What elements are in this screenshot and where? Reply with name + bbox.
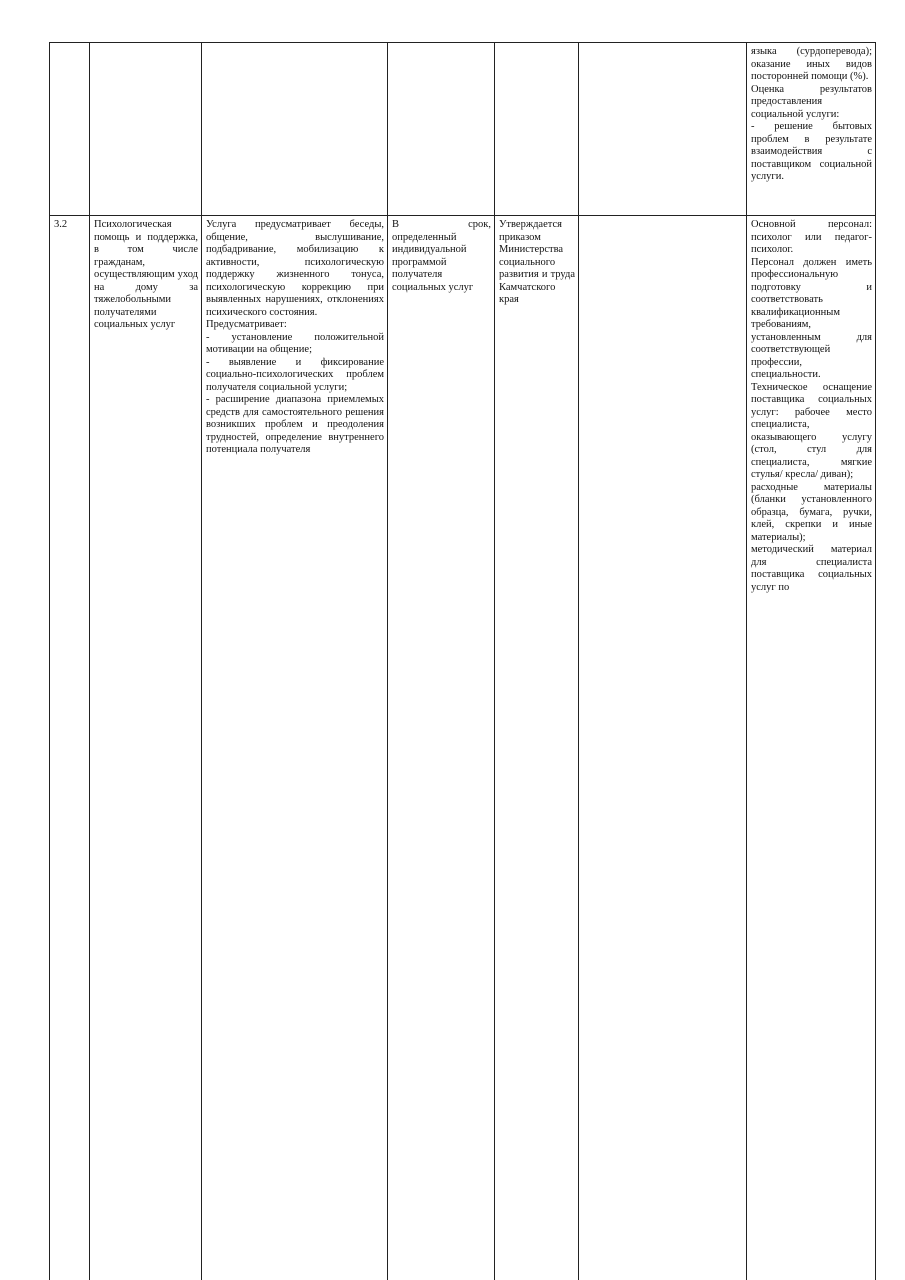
row2-description-cell [202, 216, 388, 1280]
description-line-3: - установление положительной мотивации на общение; [206, 332, 384, 357]
conditions-line-2: Персонал должен иметь профессиональную подготовку и соответствовать квалификационным требованиям, установленным для соответствующей профессии, специальности. [751, 257, 872, 382]
conditions-line-5: методический материал для специалиста поставщика социальных услуг по [751, 544, 872, 594]
row1-term-cell [388, 43, 495, 216]
row2-conditions-cell [747, 216, 876, 1280]
table-row [50, 43, 876, 216]
service-name: Психологическая помощь и поддержка, в том числе гражданам, осуществляющим уход на дому за тяжелобольными получателями социальных услуг [94, 219, 198, 332]
row2-term-cell [388, 216, 495, 1280]
description-line-4: - выявление и фиксирование социально-психологических проблем получателя социальной услуги; [206, 357, 384, 395]
row1-conditions-cell [579, 43, 747, 216]
row1-description-cell [202, 43, 388, 216]
row1-tariff-cell [495, 43, 579, 216]
services-table [49, 42, 876, 1280]
row1-indicators-line-1: языка (сурдоперевода); оказание иных видов посторонней помощи (%). [751, 46, 872, 84]
description-line-1: Услуга предусматривает беседы, общение, выслушивание, подбадривание, мобилизацию к активности, психологическую поддержку жизненного тонуса, психологическую коррекцию при выявленных нарушениях, отклонениях психического состояния. [206, 219, 384, 319]
row-number: 3.2 [54, 219, 67, 230]
row1-indicators-line-3: - решение бытовых проблем в результате взаимодействия с поставщиком социальной услуги. [751, 121, 872, 184]
row1-name-cell [90, 43, 202, 216]
row1-indicators-cell [747, 43, 876, 216]
row2-name-cell [90, 216, 202, 1280]
service-tariff: Утверждается приказом Министерства социального развития и труда Камчатского края [499, 219, 575, 307]
description-line-2: Предусматривает: [206, 319, 384, 332]
description-line-5: - расширение диапазона приемлемых средств для самостоятельного решения возникших проблем и преодоления трудностей, определение внутреннего потенциала получателя [206, 394, 384, 457]
row1-num-cell [50, 43, 90, 216]
conditions-line-4: расходные материалы (бланки установленного образца, бумага, ручки, клей, скрепки и иные материалы); [751, 482, 872, 545]
row2-tariff-cell [495, 216, 579, 1280]
conditions-line-3: Техническое оснащение поставщика социальных услуг: рабочее место специалиста, оказывающего услугу (стол, стул для специалиста, мягкие стулья/ кресла/ диван); [751, 382, 872, 482]
table-row [50, 216, 876, 1280]
conditions-line-1: Основной персонал: психолог или педагог-психолог. [751, 219, 872, 257]
row2-empty-cell [579, 216, 747, 1280]
service-term: В срок, определенный индивидуальной программой получателя социальных услуг [392, 219, 491, 294]
row2-num-cell [50, 216, 90, 1280]
row1-indicators-line-2: Оценка результатов предоставления социальной услуги: [751, 84, 872, 122]
